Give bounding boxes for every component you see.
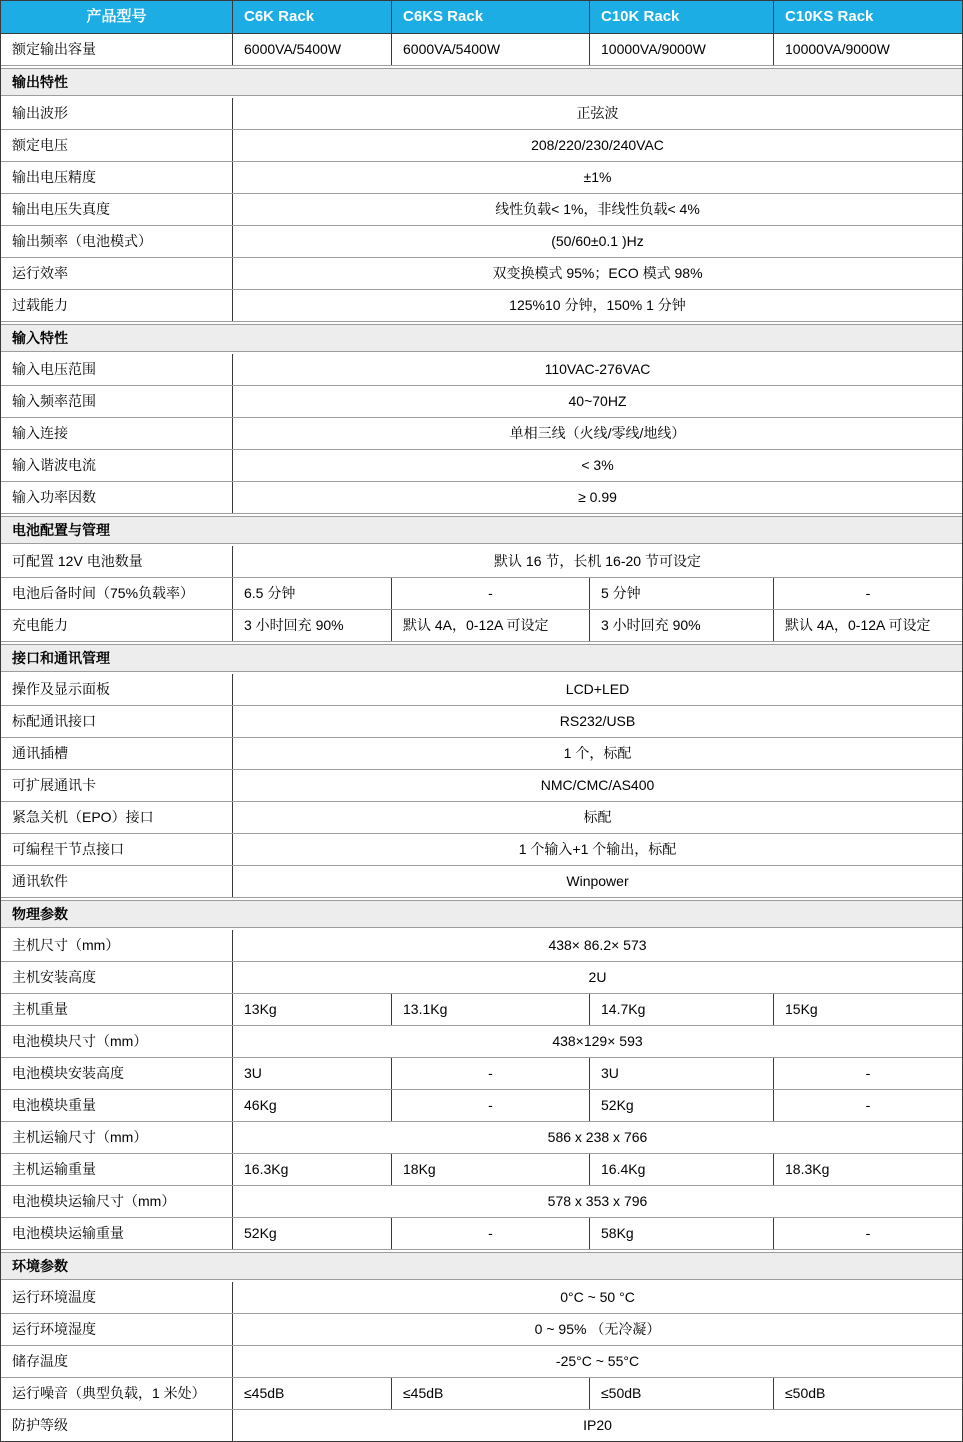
cell-value: 18Kg	[391, 1154, 589, 1185]
section-title: 电池配置与管理	[12, 522, 110, 538]
cell-value: 3 小时回充 90%	[589, 610, 773, 641]
row-overload-capacity	[1, 290, 962, 322]
cell-value: 默认 4A，0-12A 可设定	[773, 610, 962, 641]
row-label: 输入频率范围	[12, 393, 96, 409]
row-label: 输入功率因数	[12, 489, 96, 505]
cell-value: 6000VA/5400W	[232, 34, 391, 65]
row-output-voltage-precision	[1, 162, 962, 194]
cell-value: 208/220/230/240VAC	[232, 130, 962, 161]
row-battery-backup-time	[1, 578, 962, 610]
row-unit-dimensions	[1, 930, 962, 962]
row-battery-module-dimensions	[1, 1026, 962, 1058]
cell-value: 125%10 分钟，150% 1 分钟	[232, 290, 962, 321]
row-label: 电池模块尺寸（mm）	[12, 1033, 148, 1049]
row-input-connection	[1, 418, 962, 450]
cell-value: (50/60±0.1 )Hz	[232, 226, 962, 257]
cell-value: NMC/CMC/AS400	[232, 770, 962, 801]
cell-value: 110VAC-276VAC	[232, 354, 962, 385]
row-label: 输入电压范围	[12, 361, 96, 377]
cell-value: -	[391, 1090, 589, 1121]
row-communication-software	[1, 866, 962, 898]
cell-value: 正弦波	[232, 98, 962, 129]
column-header-c6ks-rack: C6KS Rack	[391, 1, 589, 33]
row-input-harmonic-current	[1, 450, 962, 482]
row-label: 运行环境温度	[12, 1289, 96, 1305]
row-operation-display-panel	[1, 674, 962, 706]
row-output-waveform	[1, 98, 962, 130]
cell-value: 0°C ~ 50 °C	[232, 1282, 962, 1313]
section-physical-parameters	[1, 900, 962, 928]
section-output-characteristics	[1, 68, 962, 96]
row-expandable-communication-card	[1, 770, 962, 802]
row-configurable-12v-battery-count	[1, 546, 962, 578]
column-header-c10ks-rack: C10KS Rack	[773, 1, 962, 33]
cell-value: 578 x 353 x 796	[232, 1186, 962, 1217]
cell-value: 15Kg	[773, 994, 962, 1025]
row-label: 电池模块运输尺寸（mm）	[12, 1193, 176, 1209]
row-battery-module-shipping-dimensions	[1, 1186, 962, 1218]
section-battery-config-management	[1, 516, 962, 544]
cell-value: -	[773, 1058, 962, 1089]
cell-value: 10000VA/9000W	[773, 34, 962, 65]
cell-value: 52Kg	[589, 1090, 773, 1121]
section-interface-communication	[1, 644, 962, 672]
row-storage-temperature	[1, 1346, 962, 1378]
cell-value: -	[391, 578, 589, 609]
row-label: 可扩展通讯卡	[12, 777, 96, 793]
cell-value: 16.3Kg	[232, 1154, 391, 1185]
row-battery-module-weight	[1, 1090, 962, 1122]
cell-value: 10000VA/9000W	[589, 34, 773, 65]
row-label: 可配置 12V 电池数量	[12, 553, 143, 569]
cell-value: 2U	[232, 962, 962, 993]
row-label: 储存温度	[12, 1353, 68, 1369]
cell-value: 线性负载< 1%，非线性负载< 4%	[232, 194, 962, 225]
row-label: 主机运输尺寸（mm）	[12, 1129, 148, 1145]
cell-value: 单相三线（火线/零线/地线）	[232, 418, 962, 449]
section-title: 物理参数	[12, 906, 68, 922]
row-label: 输出电压精度	[12, 169, 96, 185]
row-operating-noise	[1, 1378, 962, 1410]
row-protection-rating	[1, 1410, 962, 1441]
section-environmental-parameters	[1, 1252, 962, 1280]
row-label: 电池模块运输重量	[12, 1225, 124, 1241]
row-label: 额定输出容量	[12, 41, 96, 57]
row-label: 通讯插槽	[12, 745, 68, 761]
cell-value: 3U	[232, 1058, 391, 1089]
cell-value: 0 ~ 95% （无冷凝）	[232, 1314, 962, 1345]
table-header-row	[1, 1, 962, 34]
row-label: 运行环境湿度	[12, 1321, 96, 1337]
row-label: 标配通讯接口	[12, 713, 96, 729]
cell-value: 13.1Kg	[391, 994, 589, 1025]
cell-value: 16.4Kg	[589, 1154, 773, 1185]
row-epo-interface	[1, 802, 962, 834]
row-label: 电池模块安装高度	[12, 1065, 124, 1081]
cell-value: 默认 16 节，长机 16-20 节可设定	[232, 546, 962, 577]
section-title: 输入特性	[12, 330, 68, 346]
cell-value: 586 x 238 x 766	[232, 1122, 962, 1153]
row-programmable-dry-contact	[1, 834, 962, 866]
cell-value: 5 分钟	[589, 578, 773, 609]
cell-value: 默认 4A，0-12A 可设定	[391, 610, 589, 641]
section-input-characteristics	[1, 324, 962, 352]
row-battery-module-shipping-weight	[1, 1218, 962, 1250]
cell-value: 52Kg	[232, 1218, 391, 1249]
cell-value: 1 个，标配	[232, 738, 962, 769]
row-label: 主机安装高度	[12, 969, 96, 985]
cell-value: 3U	[589, 1058, 773, 1089]
section-title: 输出特性	[12, 74, 68, 90]
row-label: 输入连接	[12, 425, 68, 441]
cell-value: ≤50dB	[773, 1378, 962, 1409]
column-header-c6k-rack: C6K Rack	[232, 1, 391, 33]
row-rated-output-capacity	[1, 34, 962, 66]
row-label: 充电能力	[12, 617, 68, 633]
cell-value: IP20	[232, 1410, 962, 1441]
row-label: 运行噪音（典型负载，1 米处）	[12, 1385, 206, 1401]
row-label: 可编程干节点接口	[12, 841, 124, 857]
row-label: 通讯软件	[12, 873, 68, 889]
cell-value: -25°C ~ 55°C	[232, 1346, 962, 1377]
row-operating-humidity	[1, 1314, 962, 1346]
row-rated-voltage	[1, 130, 962, 162]
row-standard-communication-interface	[1, 706, 962, 738]
row-label: 主机尺寸（mm）	[12, 937, 120, 953]
cell-value: RS232/USB	[232, 706, 962, 737]
row-unit-shipping-dimensions	[1, 1122, 962, 1154]
row-input-power-factor	[1, 482, 962, 514]
row-operating-temperature	[1, 1282, 962, 1314]
row-battery-module-mounting-height	[1, 1058, 962, 1090]
cell-value: ≥ 0.99	[232, 482, 962, 513]
row-label: 主机重量	[12, 1001, 68, 1017]
row-label: 额定电压	[12, 137, 68, 153]
cell-value: -	[773, 1218, 962, 1249]
cell-value: 3 小时回充 90%	[232, 610, 391, 641]
cell-value: ±1%	[232, 162, 962, 193]
row-charging-capability	[1, 610, 962, 642]
cell-value: ≤50dB	[589, 1378, 773, 1409]
row-label: 防护等级	[12, 1417, 68, 1433]
row-label: 电池模块重量	[12, 1097, 96, 1113]
cell-value: 6000VA/5400W	[391, 34, 589, 65]
row-communication-slot	[1, 738, 962, 770]
row-output-voltage-distortion	[1, 194, 962, 226]
cell-value: ≤45dB	[391, 1378, 589, 1409]
cell-value: LCD+LED	[232, 674, 962, 705]
cell-value: 438×129× 593	[232, 1026, 962, 1057]
cell-value: 14.7Kg	[589, 994, 773, 1025]
row-input-voltage-range	[1, 354, 962, 386]
row-input-frequency-range	[1, 386, 962, 418]
row-label: 主机运输重量	[12, 1161, 96, 1177]
row-unit-weight	[1, 994, 962, 1026]
cell-value: 1 个输入+1 个输出，标配	[232, 834, 962, 865]
cell-value: 58Kg	[589, 1218, 773, 1249]
cell-value: 双变换模式 95%；ECO 模式 98%	[232, 258, 962, 289]
cell-value: -	[773, 1090, 962, 1121]
cell-value: -	[773, 578, 962, 609]
row-label: 运行效率	[12, 265, 68, 281]
cell-value: 40~70HZ	[232, 386, 962, 417]
cell-value: -	[391, 1058, 589, 1089]
column-header-product-model: 产品型号	[86, 8, 147, 25]
row-operating-efficiency	[1, 258, 962, 290]
cell-value: -	[391, 1218, 589, 1249]
row-output-frequency-battery-mode	[1, 226, 962, 258]
cell-value: 46Kg	[232, 1090, 391, 1121]
row-label: 输出波形	[12, 105, 68, 121]
row-label: 紧急关机（EPO）接口	[12, 809, 154, 825]
section-title: 接口和通讯管理	[12, 650, 110, 666]
row-label: 输出频率（电池模式）	[12, 233, 152, 249]
row-label: 输出电压失真度	[12, 201, 110, 217]
cell-value: < 3%	[232, 450, 962, 481]
row-label: 过载能力	[12, 297, 68, 313]
cell-value: 13Kg	[232, 994, 391, 1025]
row-unit-mounting-height	[1, 962, 962, 994]
cell-value: 6.5 分钟	[232, 578, 391, 609]
cell-value: 标配	[232, 802, 962, 833]
column-header-c10k-rack: C10K Rack	[589, 1, 773, 33]
section-title: 环境参数	[12, 1258, 68, 1274]
cell-value: 18.3Kg	[773, 1154, 962, 1185]
row-label: 电池后备时间（75%负载率）	[12, 585, 195, 601]
cell-value: 438× 86.2× 573	[232, 930, 962, 961]
row-label: 操作及显示面板	[12, 681, 110, 697]
cell-value: Winpower	[232, 866, 962, 897]
row-unit-shipping-weight	[1, 1154, 962, 1186]
cell-value: ≤45dB	[232, 1378, 391, 1409]
row-label: 输入谐波电流	[12, 457, 96, 473]
